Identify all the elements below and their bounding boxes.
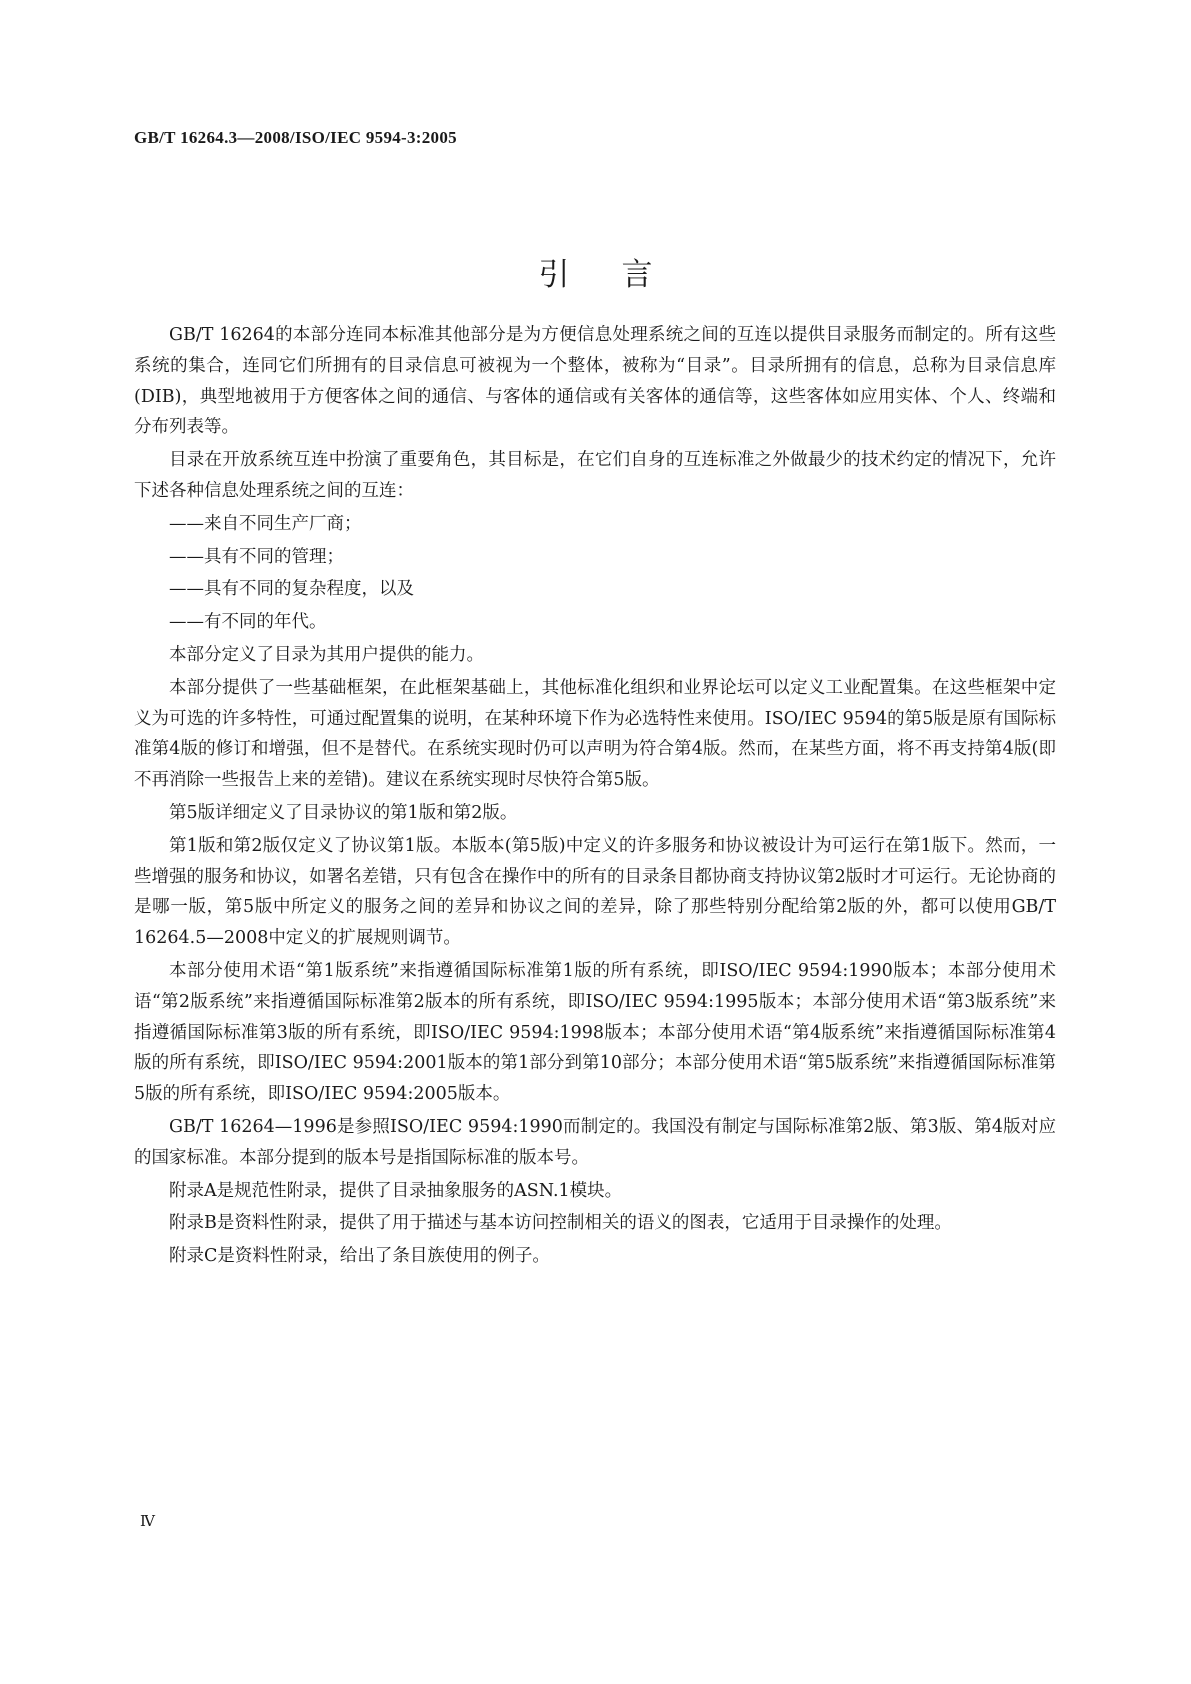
paragraph-annex-a: 附录A是规范性附录，提供了目录抽象服务的ASN.1模块。 <box>169 1180 623 1201</box>
paragraph-annex-b: 附录B是资料性附录，提供了用于描述与基本访问控制相关的语义的图表，它适用于目录操作的处理。 <box>169 1213 952 1234</box>
paragraph-national-reference: GB/T 16264—1996是参照ISO/IEC 9594:1990而制定的。我国没有制定与国际标准第2版、第3版、第4版对应的国家标准。本部分提到的版本号是指国际标准的版本号。 <box>134 1116 1056 1168</box>
paragraph-intro: GB/T 16264的本部分连同本标准其他部分是为方便信息处理系统之间的互连以提供目录服务而制定的。所有这些系统的集合，连同它们所拥有的目录信息可被视为一个整体，被称为“目录”。目录所拥有的信息，总称为目录信息库(DIB)，典型地被用于方便客体之间的通信、与客体的通信或有关客体的通信等，这些客体如应用实体、个人、终端和分布列表等。 <box>134 325 1056 438</box>
list-item-complexity: ——具有不同的复杂程度，以及 <box>169 579 414 600</box>
paragraph-protocol-versions: 第1版和第2版仅定义了协议第1版。本版本(第5版)中定义的许多服务和协议被设计为可运行在第1版下。然而，一些增强的服务和协议，如署名差错，只有包含在操作中的所有的目录条目都协商支持协议第2版时才可运行。无论协商的是哪一版，第5版中所定义的服务之间的差异和协议之间的差异，除了那些特别分配给第2版的外，都可以使用GB/T 16264.5—2008中定义的扩展规则调节。 <box>134 835 1056 949</box>
paragraph-annex-c: 附录C是资料性附录，给出了条目族使用的例子。 <box>169 1246 550 1267</box>
page-title: 引言 <box>538 256 705 293</box>
list-item-vendors: ——来自不同生产厂商； <box>169 513 362 534</box>
paragraph-edition5-protocols: 第5版详细定义了目录协议的第1版和第2版。 <box>169 802 518 823</box>
list-item-vintage: ——有不同的年代。 <box>169 612 327 633</box>
list-item-management: ——具有不同的管理； <box>169 546 344 567</box>
paragraph-capabilities: 本部分定义了目录为其用户提供的能力。 <box>169 644 484 665</box>
paragraph-directory-role: 目录在开放系统互连中扮演了重要角色，其目标是，在它们自身的互连标准之外做最少的技术约定的情况下，允许下述各种信息处理系统之间的互连： <box>134 450 1056 501</box>
paragraph-framework: 本部分提供了一些基础框架，在此框架基础上，其他标准化组织和业界论坛可以定义工业配置集。在这些框架中定义为可选的许多特性，可通过配置集的说明，在某种环境下作为必选特性来使用。ISO/IEC 9594的第5版是原有国际标准第4版的修订和增强，但不是替代。在系统实现时仍可以声明为符合第4版。然而，在某些方面，将不再支持第4版(即不再消除一些报告上来的差错)。建议在系统实现时尽快符合第5版。 <box>134 677 1056 791</box>
document-body <box>134 320 1056 1274</box>
standard-code-header: GB/T 16264.3—2008/ISO/IEC 9594-3:2005 <box>134 128 457 147</box>
page-number: Ⅳ <box>140 1514 155 1530</box>
paragraph-edition-terms: 本部分使用术语“第1版系统”来指遵循国际标准第1版的所有系统，即ISO/IEC 9594:1990版本；本部分使用术语“第2版系统”来指遵循国际标准第2版本的所有系统，即ISO/IEC 9594:1995版本；本部分使用术语“第3版系统”来指遵循国际标准第3版的所有系统，即ISO/IEC 9594:1998版本；本部分使用术语“第4版系统”来指遵循国际标准第4版的所有系统，即ISO/IEC 9594:2001版本的第1部分到第10部分；本部分使用术语“第5版系统”来指遵循国际标准第5版的所有系统，即ISO/IEC 9594:2005版本。 <box>134 960 1056 1105</box>
